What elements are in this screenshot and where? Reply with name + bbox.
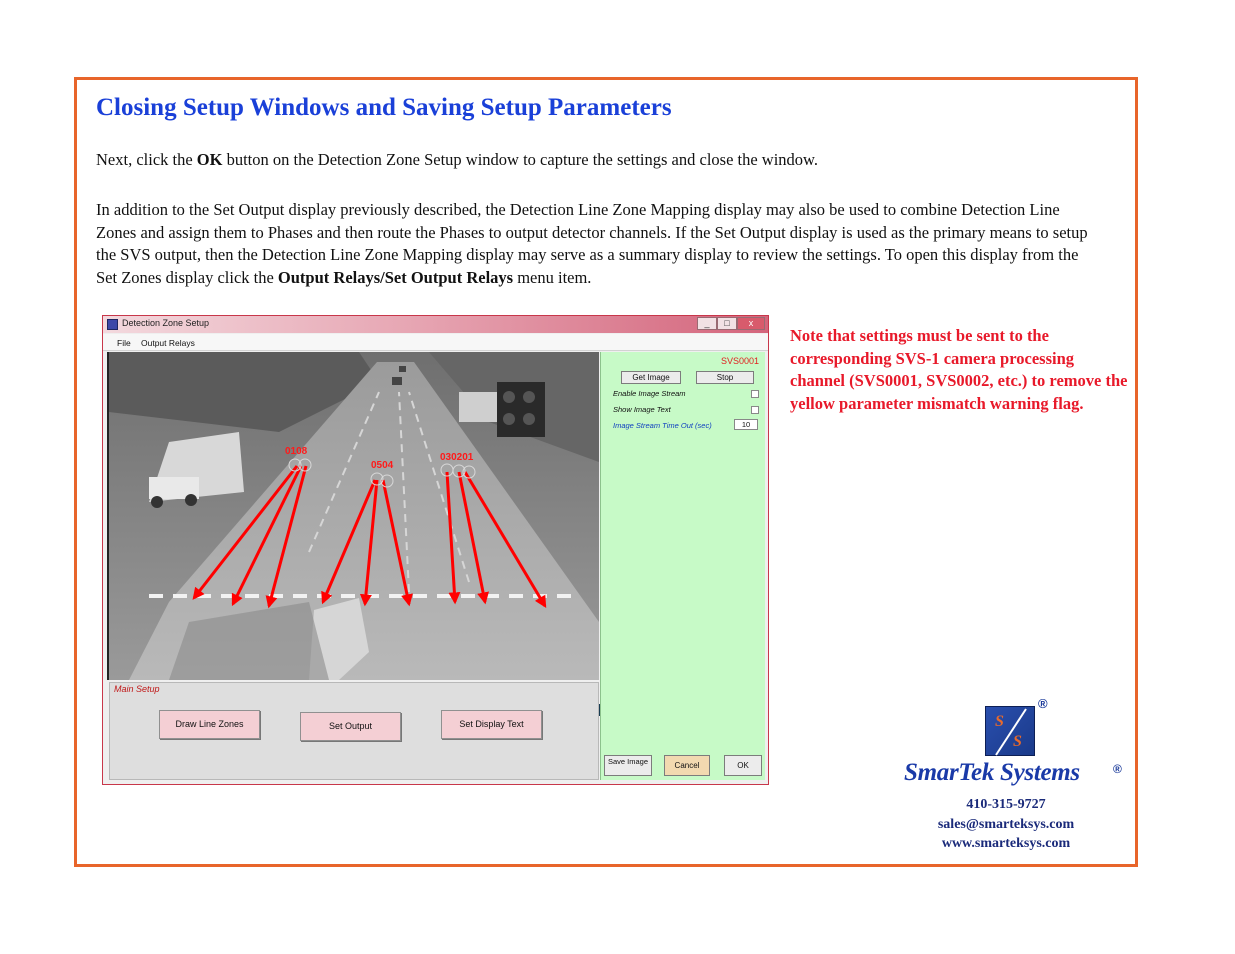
menu-bar — [103, 334, 768, 351]
window-titlebar — [103, 316, 768, 333]
app-icon — [107, 319, 118, 330]
set-display-text-button[interactable]: Set Display Text — [441, 710, 542, 739]
channel-id: SVS0001 — [720, 356, 759, 366]
contact-email[interactable]: sales@smarteksys.com — [937, 817, 1075, 832]
truck-wheel — [185, 494, 197, 506]
control-panel — [600, 352, 765, 780]
distant-vehicle — [392, 377, 402, 385]
ok-button[interactable]: OK — [724, 755, 762, 776]
paragraph-ok-instructions: Next, click the OK button on the Detection Zone Setup window to capture the settings and close the window. — [96, 150, 819, 169]
enable-stream-label: Enable Image Stream — [613, 389, 686, 398]
traffic-signal — [497, 382, 545, 437]
contact-website[interactable]: www.smarteksys.com — [941, 836, 1071, 851]
smartek-logo — [985, 706, 1035, 756]
page-title: Closing Setup Windows and Saving Setup Parameters — [96, 94, 672, 121]
contact-phone: 410-315-9727 — [966, 797, 1046, 812]
camera-view[interactable] — [109, 352, 599, 680]
zone-label-center: 0504 — [371, 460, 394, 471]
menu-file[interactable]: File — [117, 338, 131, 348]
logo-letter-bottom: S — [1013, 733, 1022, 750]
logo-letter-top: S — [995, 713, 1004, 730]
maximize-button[interactable]: □ — [717, 317, 737, 330]
stop-button[interactable]: Stop — [696, 371, 754, 384]
zone-label-left: 0108 — [285, 446, 308, 457]
zone-label-right: 030201 — [440, 452, 474, 463]
timeout-input[interactable]: 10 — [734, 419, 758, 430]
distant-vehicle — [399, 366, 406, 372]
save-image-button[interactable]: Save Image — [604, 755, 652, 776]
registered-mark-logo: ® — [1038, 696, 1048, 711]
detection-zone-setup-window — [102, 315, 769, 785]
camera-image — [109, 352, 599, 680]
paragraph-line-zone-mapping: In addition to the Set Output display previously described, the Detection Line Zone Mapping display may also be used to combine Detection Line Zones and assign them to Phases and then route the Phases to output detector channels. If the Set Output display is used as the primary means to setup the SVS output, then the Detection Line Zone Mapping display may serve as a summary display to review the settings. To open this display from the Set Zones display click the Output Relays/Set Output Relays menu item. — [96, 200, 1088, 287]
set-output-button[interactable]: Set Output — [300, 712, 401, 741]
signal-lamp — [523, 413, 535, 425]
get-image-button[interactable]: Get Image — [621, 371, 681, 384]
signal-lamp — [523, 391, 535, 403]
draw-line-zones-button[interactable]: Draw Line Zones — [159, 710, 260, 739]
enable-stream-checkbox[interactable] — [751, 390, 759, 398]
logo-diagonal — [986, 707, 1036, 757]
main-setup-group — [109, 682, 599, 780]
signal-lamp — [503, 413, 515, 425]
brand-name: SmarTek Systems — [904, 759, 1080, 786]
show-text-checkbox[interactable] — [751, 406, 759, 414]
cancel-button[interactable]: Cancel — [664, 755, 710, 776]
main-setup-label: Main Setup — [114, 684, 160, 694]
signal-lamp — [503, 391, 515, 403]
warning-note: Note that settings must be sent to the corresponding SVS-1 camera processing channel (SVS0001, SVS0002, etc.) to remove the yellow parameter mismatch warning flag. — [790, 326, 1128, 413]
truck-wheel — [151, 496, 163, 508]
window-title: Detection Zone Setup — [122, 318, 210, 328]
show-text-label: Show Image Text — [613, 405, 671, 414]
timeout-label: Image Stream Time Out (sec) — [613, 421, 712, 430]
minimize-button[interactable]: _ — [697, 317, 717, 330]
close-button[interactable]: x — [737, 317, 765, 330]
menu-output-relays[interactable]: Output Relays — [141, 338, 195, 348]
registered-mark-name: ® — [1113, 762, 1122, 776]
